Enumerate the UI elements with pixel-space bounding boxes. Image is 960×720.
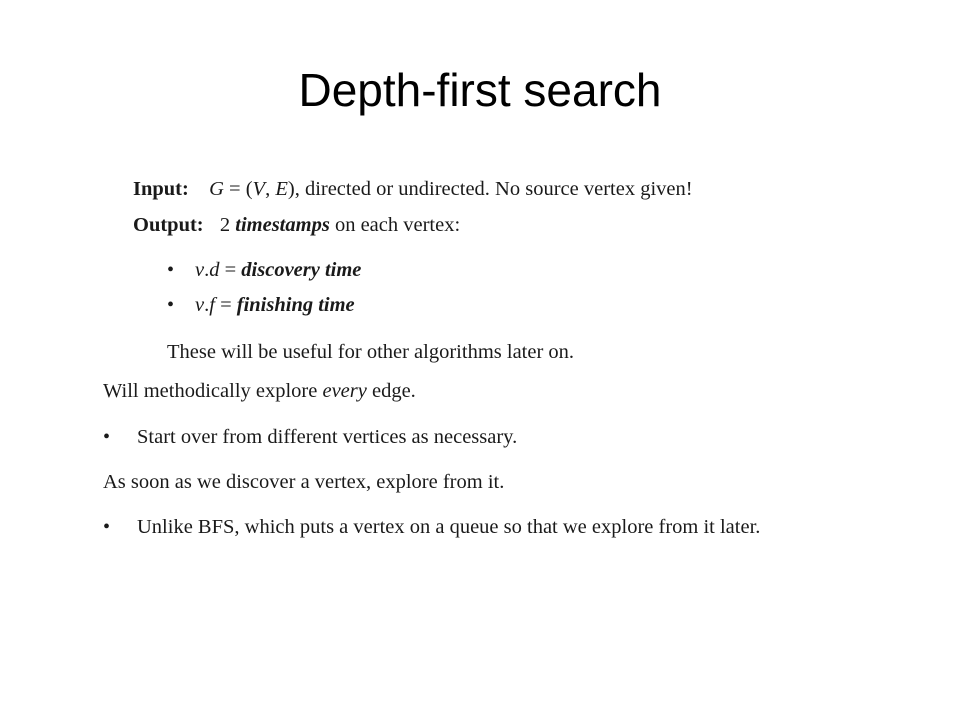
output-description: on each vertex: <box>334 214 461 236</box>
usefulness-note: These will be useful for other algorithms later on. <box>167 341 575 363</box>
explore-text-before: Will methodically explore <box>103 380 323 402</box>
timestamp-item-discovery <box>195 256 361 284</box>
timestamp-field: f <box>209 294 215 316</box>
output-term: timestamps <box>235 214 330 236</box>
slide-title: Depth-first search <box>298 64 662 116</box>
timestamp-eq: = <box>214 294 237 316</box>
timestamp-dot: . <box>204 259 210 281</box>
input-expr-comma: , <box>265 178 276 200</box>
explore-emphasis: every <box>322 380 367 402</box>
explore-line <box>103 377 416 405</box>
output-count: 2 <box>219 214 231 236</box>
input-label: Input: <box>133 178 189 200</box>
timestamp-item-finishing <box>195 291 355 319</box>
bullet-icon: • <box>103 516 111 538</box>
discover-line: As soon as we discover a vertex, explore from it. <box>103 471 505 493</box>
input-expr-eq: = ( <box>223 178 253 200</box>
timestamp-name: finishing time <box>236 294 355 316</box>
bullet-icon: • <box>167 259 175 281</box>
timestamp-name: discovery time <box>241 259 362 281</box>
input-expr-e: E <box>275 178 288 200</box>
bullet-icon: • <box>167 294 175 316</box>
explore-text-after: edge. <box>366 380 416 402</box>
explore-bullet-text: Start over from different vertices as necessary. <box>137 426 518 448</box>
discover-bullet-text: Unlike BFS, which puts a vertex on a queue so that we explore from it later. <box>137 516 761 538</box>
timestamp-field: d <box>209 259 220 281</box>
timestamp-dot: . <box>204 294 210 316</box>
input-expr-close: ) <box>287 178 295 200</box>
timestamp-var: v <box>195 294 205 316</box>
input-line <box>133 175 693 203</box>
timestamp-var: v <box>195 259 205 281</box>
timestamp-eq: = <box>219 259 242 281</box>
input-expr-v: V <box>252 178 266 200</box>
output-label: Output: <box>133 214 204 236</box>
input-expr-g: G <box>209 178 224 200</box>
output-line <box>133 211 460 239</box>
bullet-icon: • <box>103 426 111 448</box>
input-description: , directed or undirected. No source vertex given! <box>294 178 693 200</box>
